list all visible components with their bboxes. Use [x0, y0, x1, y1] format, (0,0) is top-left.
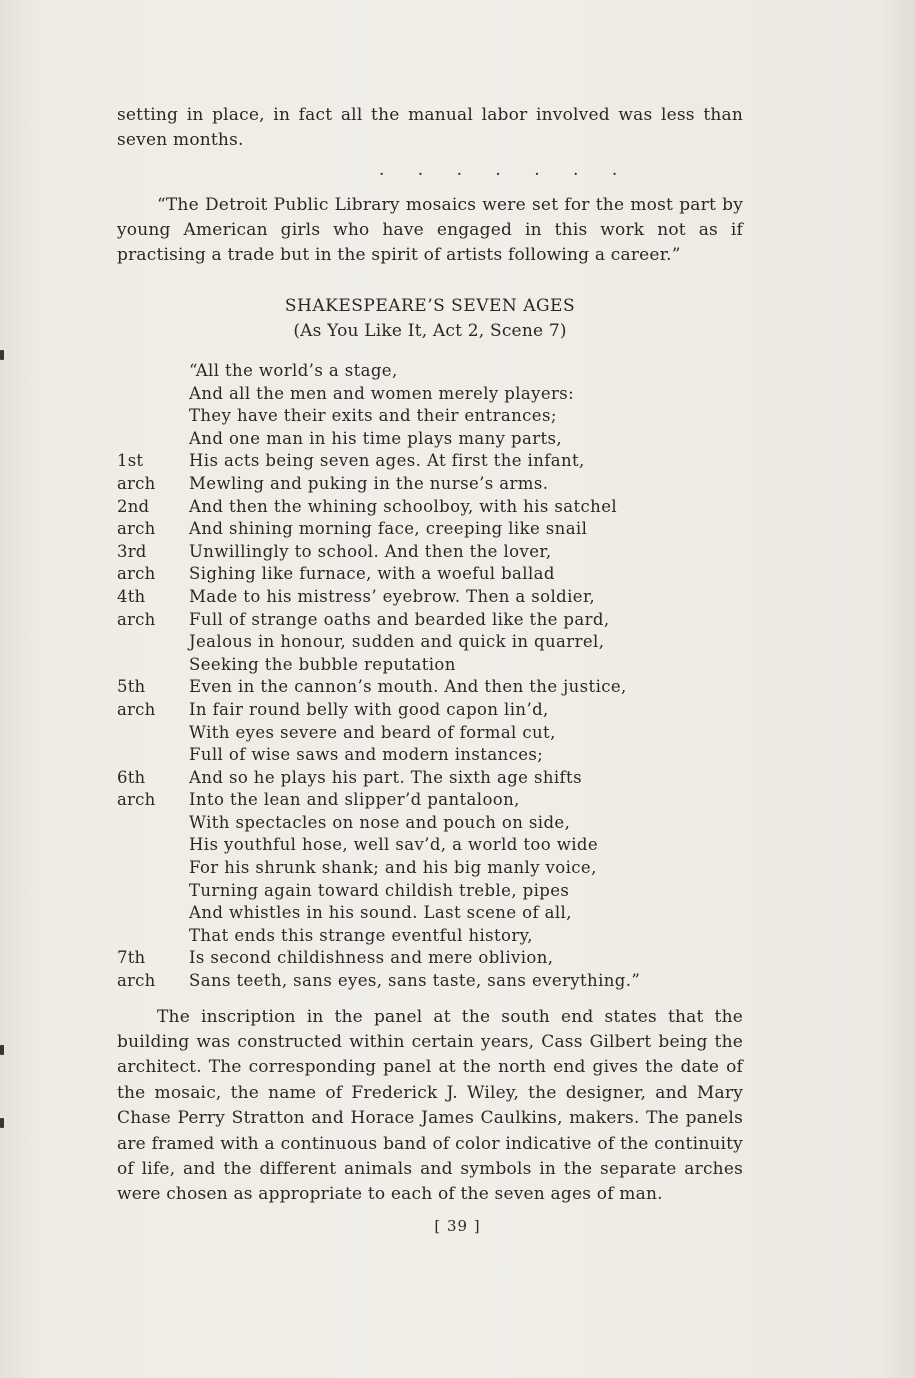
arch-label — [117, 654, 189, 677]
arch-label — [117, 360, 189, 383]
arch-label: arch — [117, 564, 156, 584]
verse-text: Is second childishness and mere oblivion, — [189, 948, 554, 968]
quote-paragraph: “The Detroit Public Library mosaics were set for the most part by young American girls who have engaged in this work not as if practising a trade but in the spirit of artists following a career.” — [117, 195, 743, 265]
arch-label — [117, 880, 189, 903]
arch-label: arch — [117, 473, 156, 493]
ellipsis-separator: . . . . . . . — [379, 160, 632, 180]
poem-heading — [117, 294, 743, 344]
arch-label: arch — [117, 790, 156, 810]
poem-line — [117, 586, 743, 609]
arch-label: arch — [117, 971, 156, 991]
binding-edge — [0, 0, 6, 1378]
poem-line — [117, 789, 743, 812]
verse-text: His acts being seven ages. At first the infant, — [189, 451, 585, 471]
poem-line — [117, 654, 743, 677]
poem-line — [117, 383, 743, 406]
poem-line — [117, 812, 743, 835]
arch-label: arch — [117, 519, 156, 539]
poem-line — [117, 970, 743, 993]
verse-text: And all the men and women merely players: — [189, 383, 575, 403]
verse-text: And shining morning face, creeping like snail — [189, 519, 588, 539]
binding-mark — [0, 1045, 4, 1055]
poem-line — [117, 767, 743, 790]
arch-label: arch — [117, 609, 156, 629]
verse-text: Sighing like furnace, with a woeful ballad — [189, 564, 555, 584]
poem-line — [117, 834, 743, 857]
poem-line — [117, 676, 743, 699]
arch-label — [117, 812, 189, 835]
poem-line — [117, 722, 743, 745]
poem-line — [117, 473, 743, 496]
verse-text: “All the world’s a stage, — [189, 361, 398, 380]
arch-label: 2nd — [117, 496, 150, 516]
arch-label — [117, 857, 189, 880]
poem-line — [117, 947, 743, 970]
poem-line — [117, 631, 743, 654]
arch-label — [117, 383, 189, 406]
arch-label: 3rd — [117, 541, 147, 561]
poem-line — [117, 880, 743, 903]
arch-label — [117, 834, 189, 857]
poem-line — [117, 518, 743, 541]
arch-label — [117, 744, 189, 767]
verse-text: That ends this strange eventful history, — [189, 925, 533, 945]
arch-label — [117, 925, 189, 948]
arch-label: arch — [117, 699, 156, 719]
verse-text: Seeking the bubble reputation — [189, 654, 456, 674]
poem-line — [117, 360, 743, 383]
poem-line — [117, 857, 743, 880]
binding-mark — [0, 1118, 4, 1128]
final-paragraph: The inscription in the panel at the south end states that the building was constructed within certain years, Cass Gilbert being the architect. The corresponding panel at the north end gives the date of the mosaic, the name of Frederick J. Wiley, the designer, and Mary Chase Perry Stratton and Horace James Caulkins, makers. The panels are framed with a continuous band of color indicative of the continuity of life, and the different animals and symbols in the separate arches were chosen as appropriate to each of the seven ages of man. — [117, 1006, 743, 1205]
poem-line — [117, 496, 743, 519]
verse-text: In fair round belly with good capon lin’d, — [189, 699, 549, 719]
verse-text: Made to his mistress’ eyebrow. Then a soldier, — [189, 586, 596, 606]
verse-text: And one man in his time plays many parts, — [189, 428, 563, 448]
poem-subtitle: (As You Like It, Act 2, Scene 7) — [293, 321, 567, 341]
arch-label: 7th — [117, 948, 146, 968]
poem-title: SHAKESPEARE’S SEVEN AGES — [284, 296, 576, 316]
verse-text: Unwillingly to school. And then the lover, — [189, 541, 552, 561]
poem-line — [117, 925, 743, 948]
verse-text: With spectacles on nose and pouch on side, — [189, 812, 571, 832]
verse-text: They have their exits and their entrances; — [189, 406, 557, 426]
poem-line — [117, 902, 743, 925]
verse-text: And whistles in his sound. Last scene of all, — [189, 903, 572, 923]
poem-line — [117, 563, 743, 586]
arch-label — [117, 428, 189, 451]
verse-text: Jealous in honour, sudden and quick in quarrel, — [189, 632, 605, 652]
binding-mark — [0, 350, 4, 360]
poem-line — [117, 609, 743, 632]
page-content — [117, 103, 743, 1208]
arch-label — [117, 631, 189, 654]
poem-line — [117, 699, 743, 722]
verse-text: Sans teeth, sans eyes, sans taste, sans everything.” — [189, 971, 641, 991]
verse-text: His youthful hose, well sav’d, a world too wide — [189, 835, 599, 855]
verse-text: With eyes severe and beard of formal cut, — [189, 722, 556, 742]
verse-text: And then the whining schoolboy, with his satchel — [189, 496, 618, 516]
top-paragraph: setting in place, in fact all the manual labor involved was less than seven months. — [117, 105, 743, 150]
poem-line — [117, 450, 743, 473]
poem-line — [117, 405, 743, 428]
poem-line — [117, 428, 743, 451]
arch-label: 1st — [117, 451, 144, 471]
arch-label: 4th — [117, 586, 146, 606]
arch-label: 5th — [117, 677, 146, 697]
verse-text: Full of wise saws and modern instances; — [189, 745, 544, 765]
verse-text: Full of strange oaths and bearded like the pard, — [189, 609, 610, 629]
page-number: [ 39 ] — [434, 1217, 481, 1235]
arch-label — [117, 722, 189, 745]
arch-label: 6th — [117, 767, 146, 787]
arch-label — [117, 902, 189, 925]
verse-text: Turning again toward childish treble, pipes — [189, 880, 570, 900]
verse-text: Even in the cannon’s mouth. And then the justice, — [189, 677, 627, 697]
verse-text: Mewling and puking in the nurse’s arms. — [189, 473, 549, 493]
verse-text: Into the lean and slipper’d pantaloon, — [189, 790, 520, 810]
verse-text: For his shrunk shank; and his big manly voice, — [189, 858, 597, 878]
verse-text: And so he plays his part. The sixth age shifts — [189, 767, 582, 787]
poem-line — [117, 541, 743, 564]
poem-line — [117, 744, 743, 767]
poem — [117, 360, 743, 993]
arch-label — [117, 405, 189, 428]
